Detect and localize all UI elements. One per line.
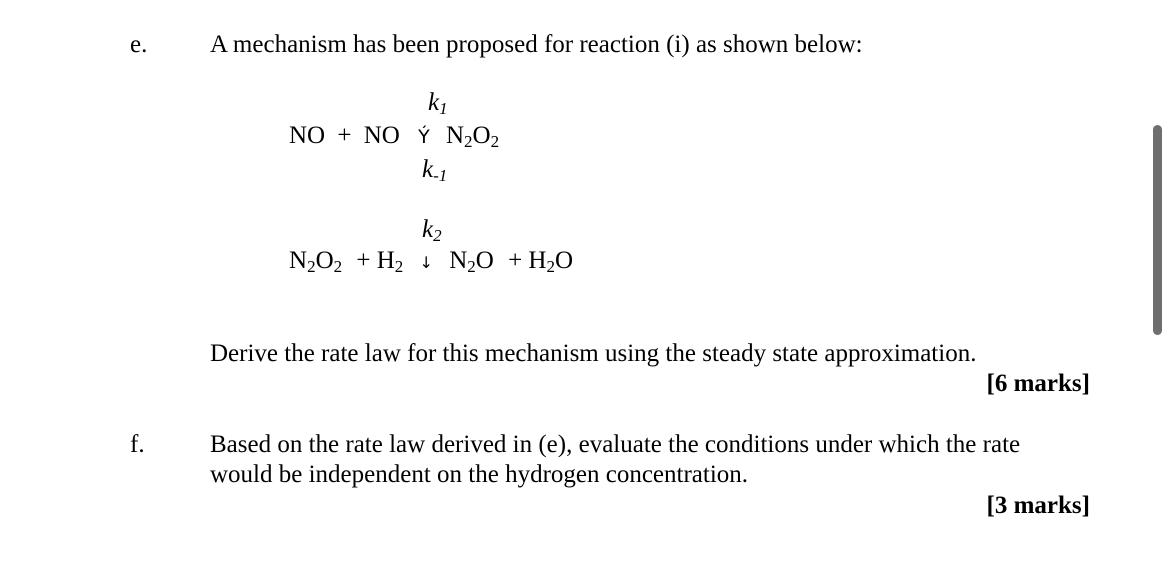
question-f-line2: would be independent on the hydrogen concentration. [210, 461, 749, 488]
step2-equation [289, 246, 573, 282]
question-e-prompt: A mechanism has been proposed for reaction (i) as shown below: [210, 31, 863, 58]
step1-reactants: NO + NO [289, 122, 400, 149]
marks-e: [6 marks] [986, 370, 1090, 397]
k1-subscript: 1 [439, 99, 448, 118]
forward-arrow-icon: ↓ [419, 253, 433, 272]
k-minus1-label [422, 155, 447, 191]
k-minus1-letter: k [422, 156, 434, 183]
k2-subscript: 2 [433, 226, 442, 245]
question-f-line1: Based on the rate law derived in (e), evaluate the conditions under which the rate [210, 431, 1021, 458]
k-minus1-subscript: -1 [433, 166, 448, 185]
derive-instruction: Derive the rate law for this mechanism using the steady state approximation. [210, 340, 977, 367]
question-e-label: e. [130, 31, 148, 58]
step2-reactant-n2o2: $N_2O_2$ [289, 247, 343, 276]
step2-reactant-h2: + $H_2$ [356, 247, 404, 276]
marks-f: [3 marks] [986, 492, 1090, 519]
equilibrium-arrow-icon: Ý [418, 126, 430, 148]
step1-equation [289, 121, 499, 157]
step2-product-n2o: $N_2O$ [449, 247, 494, 276]
k1-label [428, 88, 448, 124]
question-f-label: f. [130, 431, 145, 458]
step1-product: $N_2O_2$ [445, 122, 500, 151]
k2-letter: k [422, 216, 434, 243]
step2-product-h2o: + $H_2O$ [508, 247, 574, 276]
k1-letter: k [428, 89, 440, 116]
vertical-scrollbar[interactable] [1153, 125, 1162, 335]
